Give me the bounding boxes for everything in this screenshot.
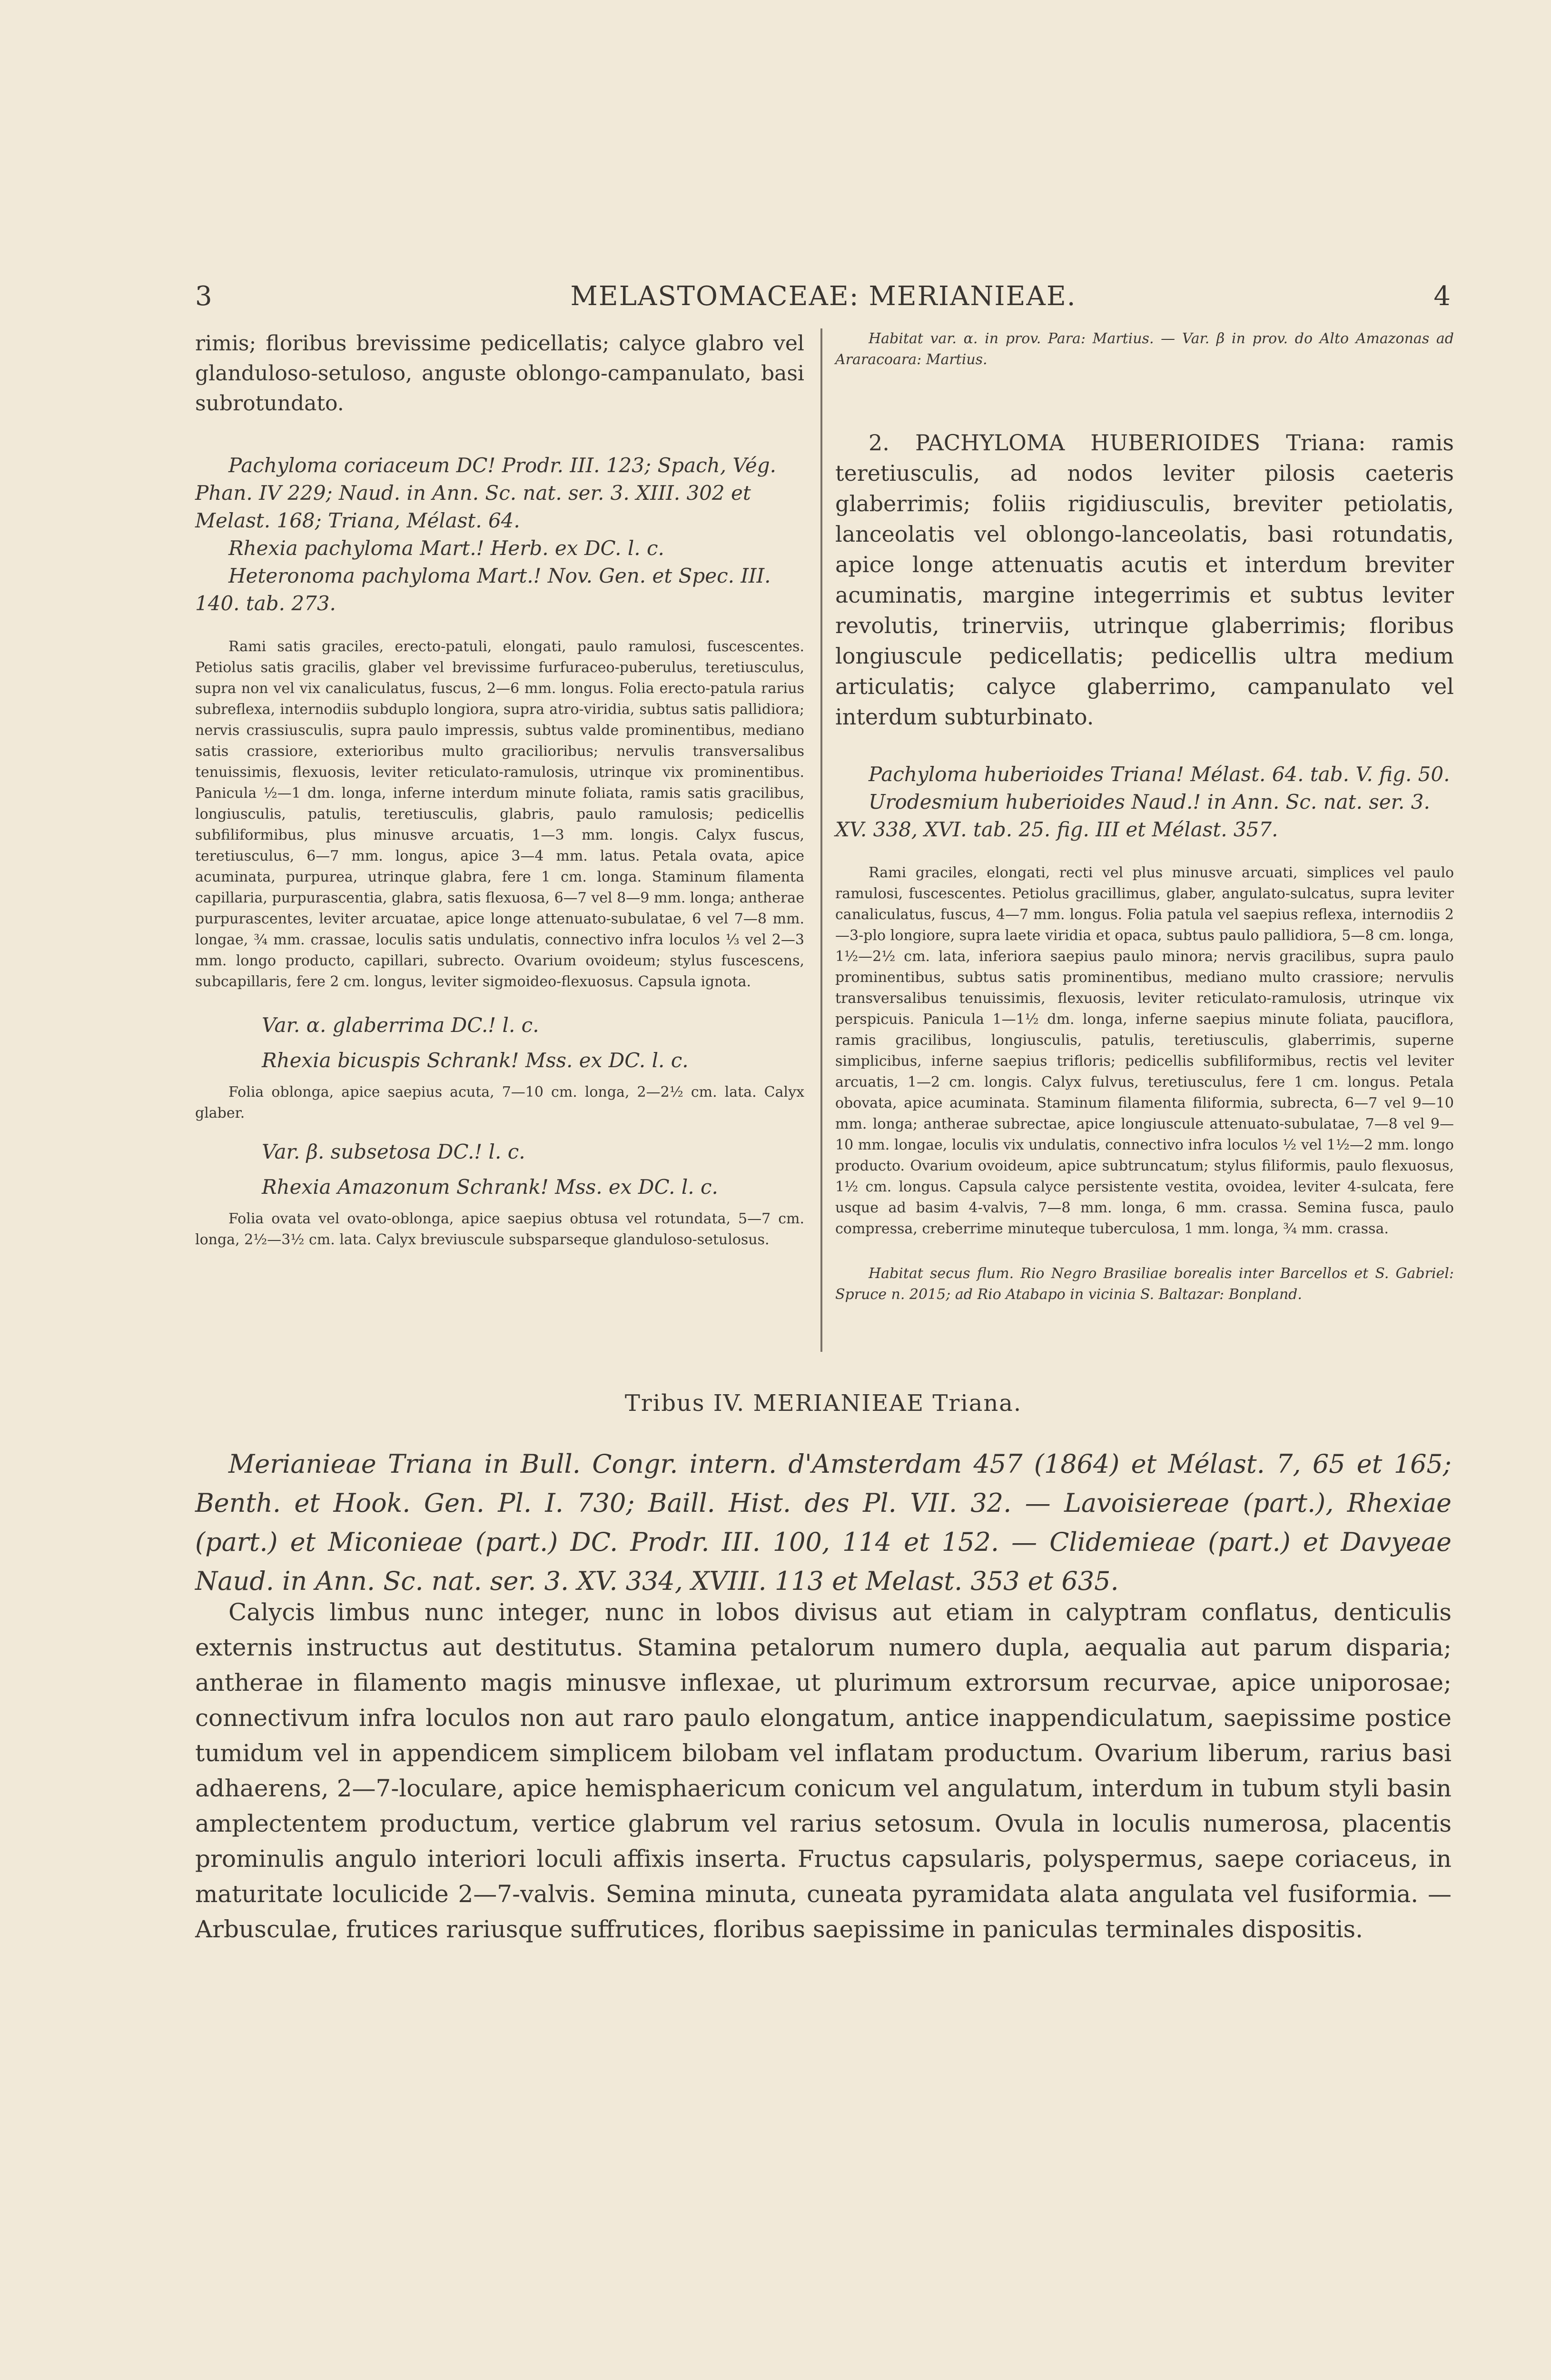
variety-synonym: Rhexia bicuspis Schrank! Mss. ex DC. l. c. bbox=[262, 1049, 689, 1072]
page-number-left: 3 bbox=[195, 281, 213, 312]
description: Rami graciles, elongati, recti vel plus minusve arcuati, simplices vel paulo ramulosi, fuscescentes. Petiolus gracillimus, glaber, angulato-sulcatus, supra leviter canaliculatus, fuscus, 4—7 mm. longus. Folia patula vel saepius reflexa, internodiis 2—3-plo longiore, supra laete viridia et opaca, subtus paulo pallidiora, 5—8 cm. longa, 1½—2½ cm. lata, inferiora saepius paulo minora; nervis gracilibus, supra paulo prominentibus, subtus satis prominentibus, mediano multo crassiore; nervulis transversalibus tenuissimis, flexuosis, leviter reticulato-ramulosis, utrinque vix perspicuis. Panicula 1—1½ dm. longa, inferne saepius minute foliata, pauciflora, ramis gracilibus, longiusculis, patulis, teretiusculis, glaberrimis, superne simplicibus, inferne saepius trifloris; pedicellis subfiliformibus, rectis vel leviter arcuatis, 1—2 cm. longis. Calyx fulvus, teretiusculus, fere 1 cm. longus. Petala obovata, apice acuminata. Staminum filamenta filiformia, subrecta, 6—7 vel 9—10 mm. longa; antherae subrectae, apice longiuscule attenuato-subulatae, 7—8 vel 9—10 mm. longae, loculis vix undulatis, connectivo infra loculos ½ vel 1½—2 mm. longo producto. Ovarium ovoideum, apice subtruncatum; stylus filiformis, paulo flexuosus, 1½ cm. longus. Capsula calyce persistente vestita, ovoidea, leviter 4-sulcata, fere usque ad basim 4-valvis, 7—8 mm. longa, 6 mm. crassa. Semina fusca, paulo compressa, creberrime minuteque tuberculosa, 1 mm. longa, ¾ mm. crassa. bbox=[835, 864, 1454, 1237]
habitat: Habitat secus flum. Rio Negro Brasiliae borealis inter Barcellos et S. Gabriel: Spruce n. 2015; ad Rio Atabapo in vicinia S. Baltazar: Bonpland. bbox=[835, 1265, 1454, 1303]
variety-description: Folia ovata vel ovato-oblonga, apice saepius obtusa vel rotundata, 5—7 cm. longa, 2½—3½ cm. lata. Calyx breviuscule subsparseque glanduloso-setulosus. bbox=[195, 1210, 804, 1248]
variety-synonym: Rhexia Amazonum Schrank! Mss. ex DC. l. c. bbox=[262, 1175, 718, 1199]
page-number-right: 4 bbox=[1433, 281, 1452, 312]
left-column bbox=[195, 328, 804, 1250]
running-title: MELASTOMACEAE: MERIANIEAE. bbox=[570, 281, 1077, 312]
running-header bbox=[195, 281, 1452, 319]
variety-heading: Var. β. subsetosa DC.! l. c. bbox=[262, 1140, 525, 1163]
right-column bbox=[835, 328, 1454, 1305]
synonym: Heteronoma pachyloma Mart.! Nov. Gen. et Spec. III. 140. tab. 273. bbox=[195, 564, 771, 615]
tribe-synonymy: Merianieae Triana in Bull. Congr. intern. d'Amsterdam 457 (1864) et Mélast. 7, 65 et 165; Benth. et Hook. Gen. Pl. I. 730; Baill. Hist. des Pl. VII. 32. — Lavoisiereae (part.), Rhexiae (part.) et Miconieae (part.) DC. Prodr. III. 100, 114 et 152. — Clidemieae (part.) et Davyeae Naud. in Ann. Sc. nat. ser. 3. XV. 334, XVIII. 113 et Melast. 353 et 635. bbox=[195, 1449, 1452, 1596]
synonym: Urodesmium huberioides Naud.! in Ann. Sc. nat. ser. 3. XV. 338, XVI. tab. 25. fig. III et Mélast. 357. bbox=[835, 790, 1430, 841]
tribe-title: Tribus IV. MERIANIEAE Triana. bbox=[624, 1390, 1022, 1417]
synonym: Rhexia pachyloma Mart.! Herb. ex DC. l. c. bbox=[228, 536, 664, 560]
column-divider bbox=[820, 328, 822, 1352]
variety-heading: Var. α. glaberrima DC.! l. c. bbox=[262, 1013, 539, 1037]
synonym: Pachyloma coriaceum DC! Prodr. III. 123; Spach, Vég. Phan. IV 229; Naud. in Ann. Sc. nat. ser. 3. XIII. 302 et Melast. 168; Triana, Mélast. 64. bbox=[195, 454, 777, 532]
intro-text: rimis; floribus brevissime pedicellatis; calyce glabro vel glanduloso-setuloso, anguste oblongo-campanulato, basi subrotundato. bbox=[195, 331, 804, 416]
habitat: Habitat var. α. in prov. Para: Martius. — Var. β in prov. do Alto Amazonas ad Araracoara: Martius. bbox=[835, 330, 1454, 368]
description: Rami satis graciles, erecto-patuli, elongati, paulo ramulosi, fuscescentes. Petiolus satis gracilis, glaber vel brevissime furfuraceo-puberulus, teretiusculus, supra non vel vix canaliculatus, fuscus, 2—6 mm. longus. Folia erecto-patula rarius subreflexa, internodiis subduplo longiora, supra atro-viridia, subtus satis pallidiora; nervis crassiusculis, supra paulo impressis, subtus valde prominentibus, mediano satis crassiore, exterioribus multo gracilioribus; nervulis transversalibus tenuissimis, flexuosis, leviter reticulato-ramulosis, utrinque vix prominentibus. Panicula ½—1 dm. longa, inferne interdum minute foliata, ramis satis gracilibus, longiusculis, patulis, teretiusculis, glabris, paulo ramulosis; pedicellis subfiliformibus, plus minusve arcuatis, 1—3 mm. longis. Calyx fuscus, teretiusculus, 6—7 mm. longus, apice 3—4 mm. latus. Petala ovata, apice acuminata, purpurea, utrinque glabra, fere 1 cm. longa. Staminum filamenta capillaria, purpurascentia, glabra, satis flexuosa, 6—7 vel 8—9 mm. longa; antherae purpurascentes, leviter arcuatae, apice longe attenuato-subulatae, 6 vel 7—8 mm. longae, ¾ mm. crassae, loculis satis undulatis, connectivo infra loculos ⅓ vel 2—3 mm. longo producto, capillari, subrecto. Ovarium ovoideum; stylus fuscescens, subcapillaris, fere 2 cm. longus, leviter sigmoideo-flexuosus. Capsula ignota. bbox=[195, 638, 804, 990]
tribe-description: Calycis limbus nunc integer, nunc in lobos divisus aut etiam in calyptram conflatus, denticulis externis instructus aut destitutus. Stamina petalorum numero dupla, aequalia aut parum disparia; antherae in filamento magis minusve inflexae, ut plurimum extrorsum recurvae, apice uniporosae; connectivum infra loculos non aut raro paulo elongatum, antice inappendiculatum, saepissime postice tumidum vel in appendicem simplicem bilobam vel inflatam productum. Ovarium liberum, rarius basi adhaerens, 2—7-loculare, apice hemisphaericum conicum vel angulatum, interdum in tubum styli basin amplectentem productum, vertice glabrum vel rarius setosum. Ovula in loculis numerosa, placentis prominulis angulo interiori loculi affixis inserta. Fructus capsularis, polyspermus, saepe coriaceus, in maturitate loculicide 2—7-valvis. Semina minuta, cuneata pyramidata alata angulata vel fusiformia. — Arbusculae, frutices rariusque suffrutices, floribus saepissime in paniculas terminales dispositis. bbox=[195, 1598, 1452, 1943]
variety-description: Folia oblonga, apice saepius acuta, 7—10 cm. longa, 2—2½ cm. lata. Calyx glaber. bbox=[195, 1084, 804, 1121]
species-title: 2. PACHYLOMA HUBERIOIDES Triana: ramis teretiusculis, ad nodos leviter pilosis caeteris glaberrimis; foliis rigidiusculis, breviter petiolatis, lanceolatis vel oblongo-lanceolatis, basi rotundatis, apice longe attenuatis acutis et interdum breviter acuminatis, margine integerrimis et subtus leviter revolutis, trinerviis, utrinque glaberrimis; floribus longiuscule pedicellatis; pedicellis ultra medium articulatis; calyce glaberrimo, campanulato vel interdum subturbinato. bbox=[835, 430, 1454, 730]
synonym: Pachyloma huberioides Triana! Mélast. 64. tab. V. fig. 50. bbox=[869, 763, 1450, 786]
